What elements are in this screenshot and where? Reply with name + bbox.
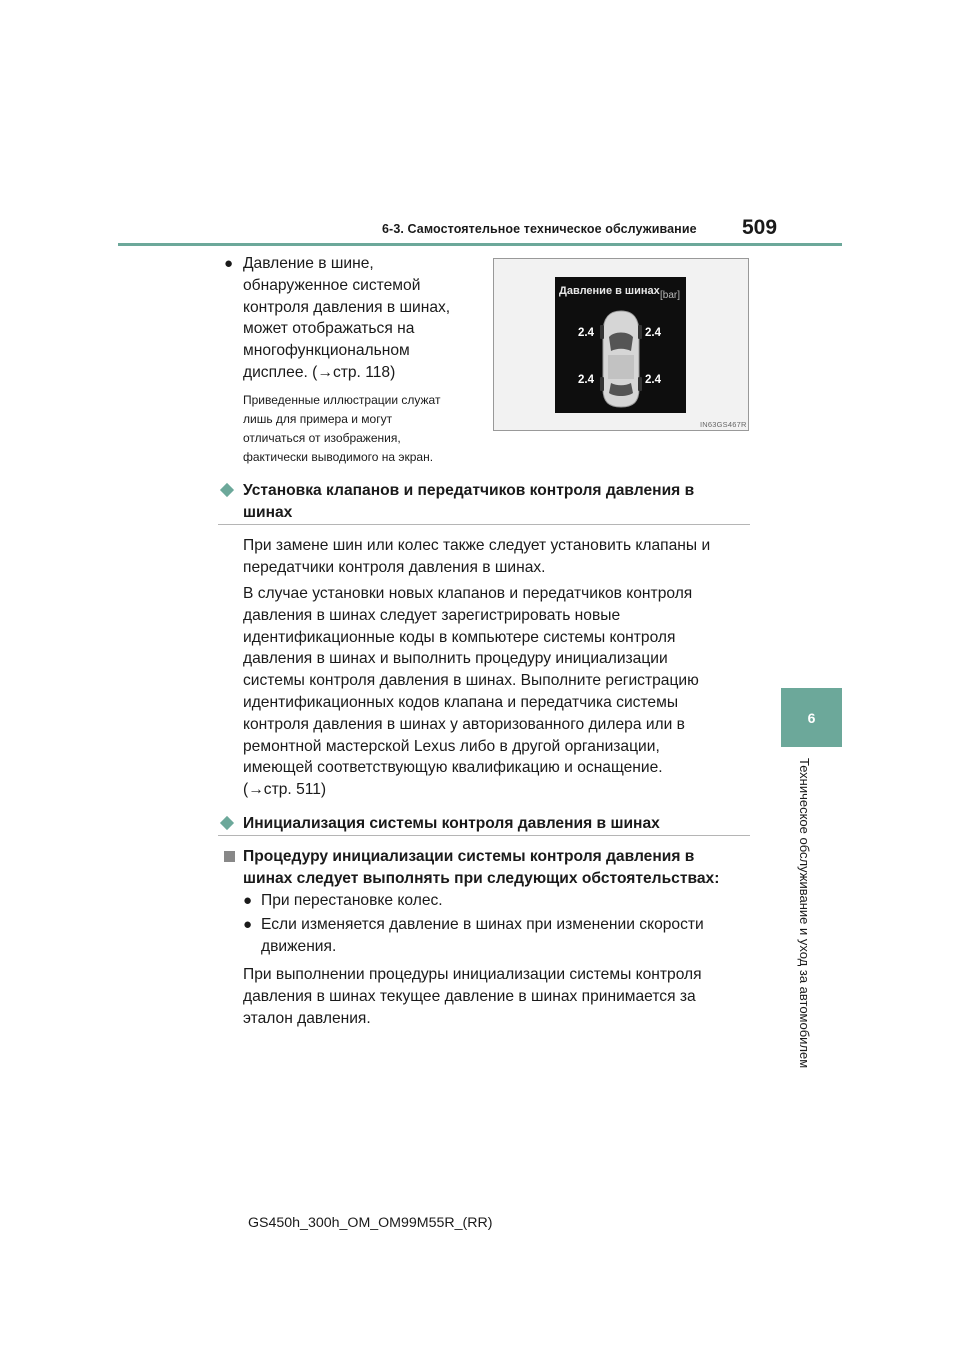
- section2-paragraph: При выполнении процедуры инициализации системы контроля давления в шинах текущее давление в шинах принимается за эталон давления.: [243, 966, 702, 1027]
- chapter-tab: [781, 688, 842, 747]
- bullet-dot-icon: ●: [224, 255, 234, 272]
- bullet-dot-icon: ●: [243, 892, 253, 909]
- screen-unit: [bar]: [659, 290, 680, 301]
- display-screen: [555, 277, 686, 413]
- section1-paragraph2: В случае установки новых клапанов и передатчиков контроля давления в шинах следует зарегистрировать новые идентификационные коды в компьютере системы контроля давления в шинах и выполнить процедуру инициализации системы контроля давления в шинах. Выполните регистрацию идентификационных кодов клапана и передатчика системы контроля давления в шинах у авторизованного дилера или в ремонтной мастерской Lexus либо в другой организации, имеющей соответствующую квалификацию и оснащение. (→стр. 511): [243, 585, 699, 799]
- running-header: 6-3. Самостоятельное техническое обслуживание: [382, 222, 697, 236]
- header-rule: [118, 243, 842, 246]
- section2-title: Инициализация системы контроля давления в шинах: [243, 815, 660, 832]
- section2-bullet2: Если изменяется давление в шинах при изменении скорости движения.: [261, 916, 704, 955]
- tire-rear-right-value: 2.4: [645, 374, 661, 386]
- intro-bullet-text: Давление в шине, обнаруженное системой контроля давления в шинах, может отображаться на многофункциональном дисплее. (→стр. 118): [243, 255, 451, 381]
- diamond-icon: [220, 483, 234, 497]
- document-id-footer: GS450h_300h_OM_OM99M55R_(RR): [248, 1215, 493, 1231]
- figure-code: IN63GS467R: [700, 420, 747, 429]
- section1-paragraph1: При замене шин или колес также следует установить клапаны и передатчики контроля давления в шинах.: [243, 537, 711, 576]
- square-bullet-icon: [224, 851, 235, 862]
- illustration-note: Приведенные иллюстрации служат лишь для примера и могут отличаться от изображения, фактически выводимого на экран.: [243, 393, 441, 464]
- tire-rear-left-value: 2.4: [578, 374, 594, 386]
- chapter-number: 6: [807, 709, 816, 726]
- section1-title: Установка клапанов и передатчиков контроля давления в шинах: [243, 482, 695, 521]
- page-number: 509: [742, 216, 778, 239]
- chapter-side-title: Техническое обслуживание и уход за автомобилем: [797, 758, 812, 1069]
- screen-title: Давление в шинах: [559, 285, 660, 297]
- tire-front-right-value: 2.4: [645, 327, 661, 339]
- section2-subtitle: Процедуру инициализации системы контроля давления в шинах следует выполнять при следующих обстоятельствах:: [243, 848, 720, 887]
- diamond-icon: [220, 816, 234, 830]
- bullet-dot-icon: ●: [243, 916, 253, 933]
- tire-front-left-value: 2.4: [578, 327, 594, 339]
- section1-rule: [218, 524, 750, 525]
- car-top-view-icon: [600, 309, 642, 409]
- section2-bullet1: При перестановке колес.: [261, 892, 443, 909]
- section2-rule: [218, 835, 750, 836]
